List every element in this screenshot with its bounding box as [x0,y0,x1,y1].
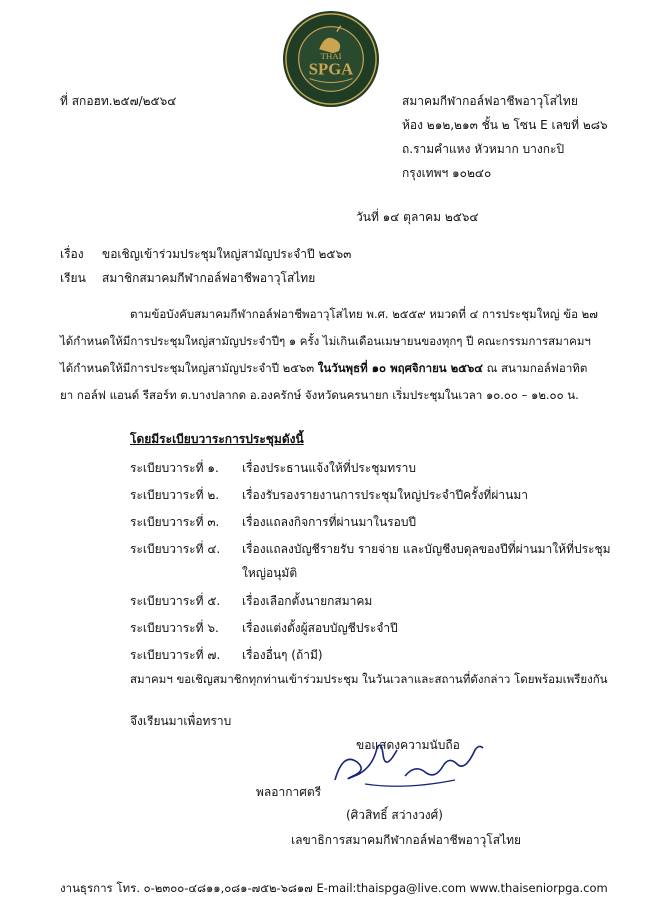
address-line-3: ถ.รามคำแหง หัวหมาก บางกะปิ [402,142,565,156]
meeting-date-highlight: ในวันพุธที่ ๑๐ พฤศจิกายน ๒๕๖๔ [317,361,483,375]
body-line-2: ได้กำหนดให้มีการประชุมใหญ่สามัญประจำปีๆ ๑ ครั้ง ไม่เกินเดือนเมษายนของทุกๆ ปี คณะกรรมการสมาคมฯ [60,334,591,348]
agenda-item-2-text: เรื่องรับรองรายงานการประชุมใหญ่ประจำปีครั้งที่ผ่านมา [242,488,528,502]
agenda-item-3-label: ระเบียบวาระที่ ๓. [130,515,220,529]
agenda-item-4-text: เรื่องแถลงบัญชีรายรับ รายจ่าย และบัญชีงบดุลของปีที่ผ่านมาให้ที่ประชุม [242,542,611,556]
body-line-1: ตามข้อบังคับสมาคมกีฬากอล์ฟอาชีพอาวุโสไทย พ.ศ. ๒๕๕๙ หมวดที่ ๔ การประชุมใหญ่ ข้อ ๒๗ [130,307,598,321]
address-line-4: กรุงเทพฯ ๑๐๒๔๐ [402,166,492,180]
signer-name: (ศิวสิทธิ์ สว่างวงศ์) [346,808,443,822]
agenda-item-7-text: เรื่องอื่นๆ (ถ้ามี) [242,648,323,662]
address-line-2: ห้อง ๒๑๒,๒๑๓ ชั้น ๒ โซน E เลขที่ ๒๘๖ [402,118,608,132]
agenda-heading: โดยมีระเบียบวาระการประชุมดังนี้ [130,432,304,446]
footer-contact: งานธุรการ โทร. ๐-๒๓๐๐-๔๘๑๑,๐๘๑-๗๕๒-๖๘๑๗ E-mail:thaispga@live.com www.thaiseniorpga.com [60,881,608,895]
agenda-item-1-label: ระเบียบวาระที่ ๑. [130,461,219,475]
body-line-3-pre: ได้กำหนดให้มีการประชุมใหญ่สามัญประจำปี ๒๕๖๓ [60,361,315,375]
body-line-4: ยา กอล์ฟ แอนด์ รีสอร์ท ต.บางปลากด อ.องครักษ์ จังหวัดนครนายก เริ่มประชุมในเวลา ๑๐.๐๐ – ๑๒.๐๐ น. [60,388,579,402]
body-line-3-post: ณ สนามกอล์ฟอาทิต [486,361,588,375]
agenda-item-4-label: ระเบียบวาระที่ ๔. [130,542,221,556]
spga-logo [282,10,380,108]
agenda-item-7-label: ระเบียบวาระที่ ๗. [130,648,221,662]
logo-spga-text: SPGA [308,59,354,79]
body-line-3 [60,360,587,378]
agenda-item-6-label: ระเบียบวาระที่ ๖. [130,621,219,635]
signer-title: เลขาธิการสมาคมกีฬากอล์ฟอาชีพอาวุโสไทย [291,833,522,847]
agenda-item-5-text: เรื่องเลือกตั้งนายกสมาคม [242,594,373,608]
subject-label: เรื่อง [60,247,84,261]
signer-rank: พลอากาศตรี [256,785,322,799]
letter-date: วันที่ ๑๔ ตุลาคม ๒๕๖๔ [356,210,479,224]
agenda-item-1-text: เรื่องประธานแจ้งให้ที่ประชุมทราบ [242,461,416,475]
agenda-item-6-text: เรื่องแต่งตั้งผู้สอบบัญชีประจำปี [242,621,398,635]
recipient-text: สมาชิกสมาคมกีฬากอล์ฟอาชีพอาวุโสไทย [102,271,316,285]
invitation-text: สมาคมฯ ขอเชิญสมาชิกทุกท่านเข้าร่วมประชุม ในวันเวลาและสถานที่ดังกล่าว โดยพร้อมเพรียงกัน [130,672,608,686]
signature [325,740,495,792]
logo-thai-text: THAI [320,51,342,61]
address-line-1: สมาคมกีฬากอล์ฟอาชีพอาวุโสไทย [402,94,578,108]
agenda-item-2-label: ระเบียบวาระที่ ๒. [130,488,220,502]
agenda-item-3-text: เรื่องแถลงกิจการที่ผ่านมาในรอบปี [242,515,417,529]
recipient-label: เรียน [60,271,86,285]
agenda-item-5-label: ระเบียบวาระที่ ๕. [130,594,221,608]
reference-number: ที่ สกอฮท.๒๕๗/๒๕๖๔ [60,94,177,108]
subject-text: ขอเชิญเข้าร่วมประชุมใหญ่สามัญประจำปี ๒๕๖๓ [102,247,352,261]
closing-note: จึงเรียนมาเพื่อทราบ [130,714,232,728]
agenda-item-4-text-cont: ใหญ่อนุมัติ [242,566,298,580]
regards: ขอแสดงความนับถือ [356,738,460,752]
